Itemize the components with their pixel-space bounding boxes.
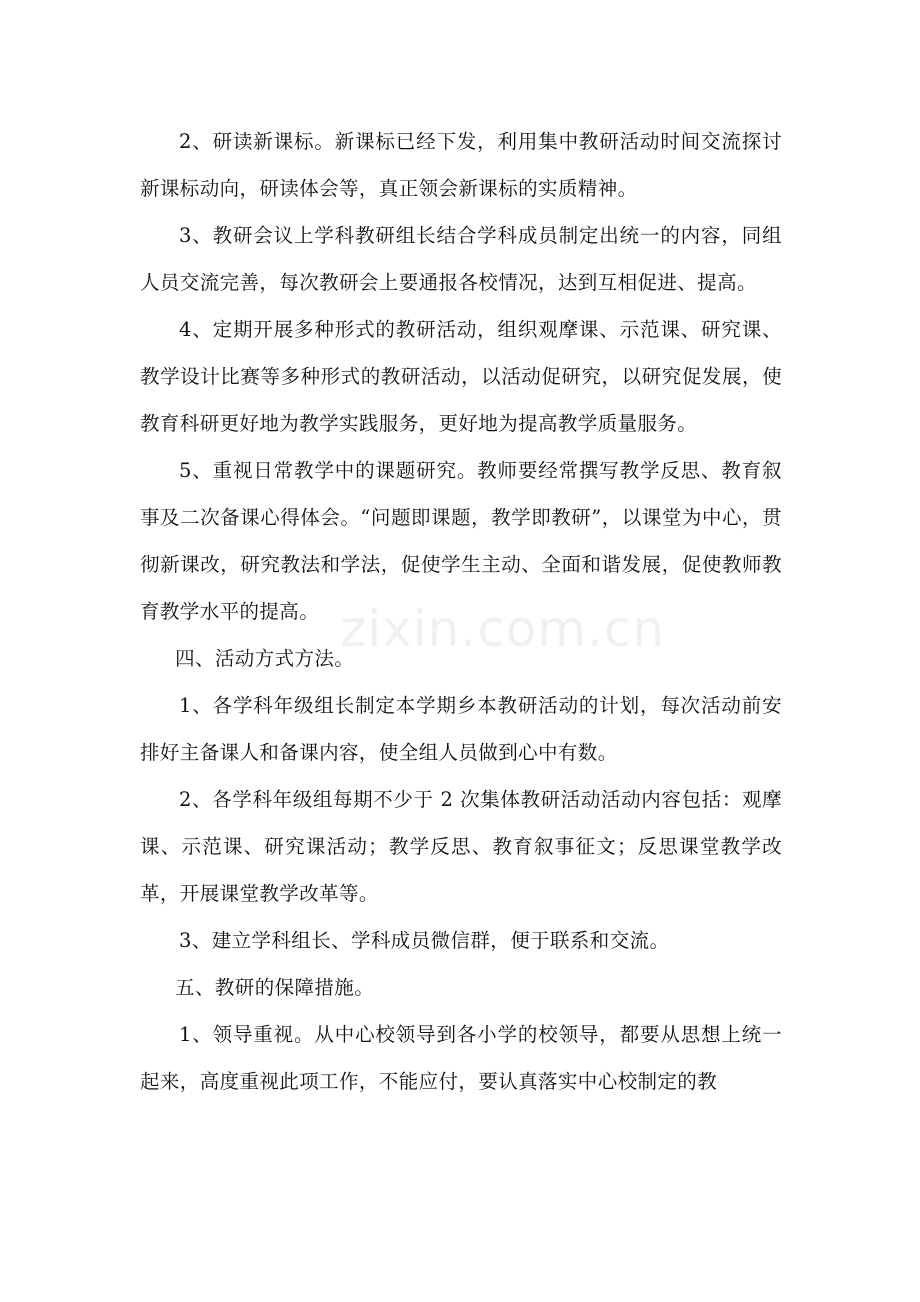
paragraph-safeguard-1: 1、领导重视。从中心校领导到各小学的校领导，都要从思想上统一起来，高度重视此项工作，不能应付，要认真落实中心校制定的教 — [140, 1023, 782, 1093]
paragraph-method-1: 1、各学科年级组长制定本学期乡本教研活动的计划，每次活动前安排好主备课人和备课内容，使全组人员做到心中有数。 — [140, 694, 782, 764]
document-body — [140, 118, 782, 1105]
section-heading-activity-methods: 四、活动方式方法。 — [175, 647, 355, 670]
paragraph-item-2: 2、研读新课标。新课标已经下发，利用集中教研活动时间交流探讨新课标动向，研读体会等，真正领会新课标的实质精神。 — [140, 130, 782, 200]
section-heading-safeguards: 五、教研的保障措施。 — [175, 976, 375, 999]
watermark-text: zixin.com.cn — [340, 600, 666, 658]
paragraph-method-3: 3、建立学科组长、学科成员微信群，便于联系和交流。 — [179, 929, 670, 952]
paragraph-item-3: 3、教研会议上学科教研组长结合学科成员制定出统一的内容，同组人员交流完善，每次教研会上要通报各校情况，达到互相促进、提高。 — [140, 224, 782, 294]
paragraph-item-5: 5、重视日常教学中的课题研究。教师要经常撰写教学反思、教育叙事及二次备课心得体会。“问题即课题，教学即教研”，以课堂为中心，贯彻新课改，研究教法和学法，促使学生主动、全面和谐发展，促使教师教育教学水平的提高。 — [140, 459, 782, 623]
paragraph-item-4: 4、定期开展多种形式的教研活动，组织观摩课、示范课、研究课、教学设计比赛等多种形式的教研活动，以活动促研究，以研究促发展，使教育科研更好地为教学实践服务，更好地为提高教学质量服务。 — [140, 318, 782, 435]
paragraph-method-2: 2、各学科年级组每期不少于 2 次集体教研活动活动内容包括：观摩课、示范课、研究课活动；教学反思、教育叙事征文；反思课堂教学改革，开展课堂教学改革等。 — [140, 788, 782, 905]
